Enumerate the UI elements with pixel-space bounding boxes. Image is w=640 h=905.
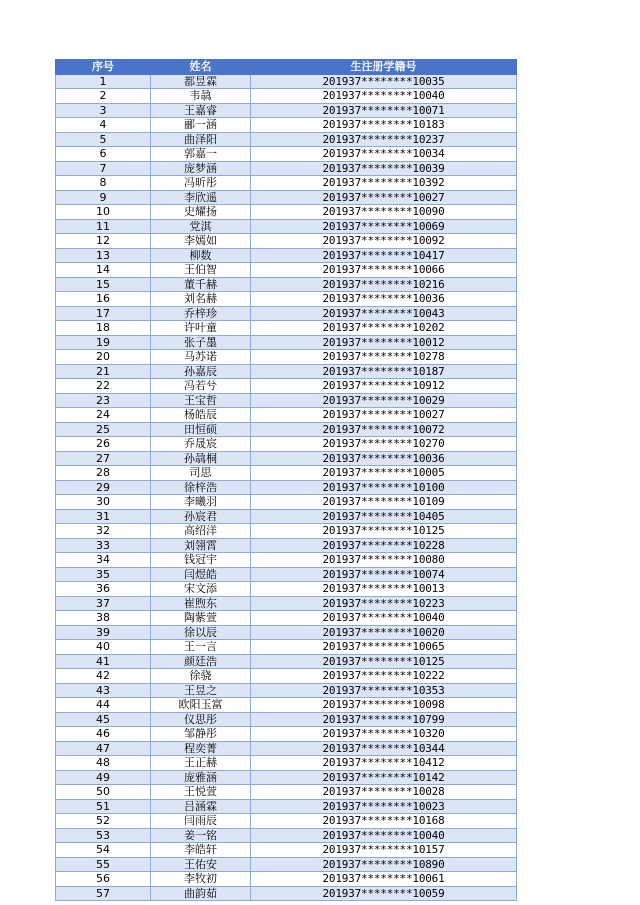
- table-row: [56, 219, 517, 234]
- table-row: [56, 147, 517, 162]
- row-index: 31: [56, 509, 151, 524]
- row-name: 王正赫: [151, 756, 251, 771]
- row-student-id: 201937********10027: [251, 190, 517, 205]
- row-index: 10: [56, 205, 151, 220]
- table-row: [56, 393, 517, 408]
- row-name: 颜廷浩: [151, 654, 251, 669]
- row-index: 17: [56, 306, 151, 321]
- row-student-id: 201937********10069: [251, 219, 517, 234]
- row-name: 闫雨辰: [151, 814, 251, 829]
- table-row: [56, 408, 517, 423]
- row-student-id: 201937********10187: [251, 364, 517, 379]
- table-row: [56, 814, 517, 829]
- row-name: 孙宸君: [151, 509, 251, 524]
- table-row: [56, 364, 517, 379]
- table-row: [56, 553, 517, 568]
- row-index: 39: [56, 625, 151, 640]
- header-index: 序号: [56, 60, 151, 75]
- row-name: 刘名赫: [151, 292, 251, 307]
- row-name: 刘翎霄: [151, 538, 251, 553]
- table-row: [56, 161, 517, 176]
- row-name: 许叶童: [151, 321, 251, 336]
- table-row: [56, 292, 517, 307]
- row-name: 郦一涵: [151, 118, 251, 133]
- table-row: [56, 698, 517, 713]
- row-student-id: 201937********10071: [251, 103, 517, 118]
- row-student-id: 201937********10065: [251, 640, 517, 655]
- row-index: 13: [56, 248, 151, 263]
- row-student-id: 201937********10223: [251, 596, 517, 611]
- row-index: 4: [56, 118, 151, 133]
- row-student-id: 201937********10912: [251, 379, 517, 394]
- table-row: [56, 132, 517, 147]
- row-name: 欧阳玉富: [151, 698, 251, 713]
- table-row: [56, 611, 517, 626]
- table-row: [56, 567, 517, 582]
- row-index: 15: [56, 277, 151, 292]
- table-row: [56, 263, 517, 278]
- row-index: 41: [56, 654, 151, 669]
- row-index: 57: [56, 886, 151, 901]
- row-name: 吕涵霖: [151, 799, 251, 814]
- table-row: [56, 625, 517, 640]
- row-name: 王悦萱: [151, 785, 251, 800]
- student-table: [55, 59, 517, 901]
- table-row: [56, 596, 517, 611]
- row-name: 仪思彤: [151, 712, 251, 727]
- row-student-id: 201937********10890: [251, 857, 517, 872]
- row-name: 柳数: [151, 248, 251, 263]
- row-student-id: 201937********10043: [251, 306, 517, 321]
- table-row: [56, 582, 517, 597]
- row-student-id: 201937********10005: [251, 466, 517, 481]
- row-index: 45: [56, 712, 151, 727]
- table-row: [56, 466, 517, 481]
- row-student-id: 201937********10353: [251, 683, 517, 698]
- table-row: [56, 451, 517, 466]
- row-index: 26: [56, 437, 151, 452]
- row-student-id: 201937********10183: [251, 118, 517, 133]
- row-student-id: 201937********10066: [251, 263, 517, 278]
- row-index: 56: [56, 872, 151, 887]
- row-student-id: 201937********10080: [251, 553, 517, 568]
- row-name: 李嫣如: [151, 234, 251, 249]
- table-row: [56, 640, 517, 655]
- row-index: 47: [56, 741, 151, 756]
- row-index: 11: [56, 219, 151, 234]
- row-name: 乔梓珍: [151, 306, 251, 321]
- row-name: 庞雅涵: [151, 770, 251, 785]
- row-student-id: 201937********10142: [251, 770, 517, 785]
- row-name: 郭嘉一: [151, 147, 251, 162]
- row-index: 7: [56, 161, 151, 176]
- row-index: 43: [56, 683, 151, 698]
- row-student-id: 201937********10109: [251, 495, 517, 510]
- table-row: [56, 741, 517, 756]
- row-name: 王一言: [151, 640, 251, 655]
- row-student-id: 201937********10090: [251, 205, 517, 220]
- table-row: [56, 190, 517, 205]
- row-student-id: 201937********10036: [251, 292, 517, 307]
- row-index: 35: [56, 567, 151, 582]
- row-name: 王嘉睿: [151, 103, 251, 118]
- table-row: [56, 654, 517, 669]
- table-row: [56, 770, 517, 785]
- header-name: 姓名: [151, 60, 251, 75]
- row-student-id: 201937********10036: [251, 451, 517, 466]
- table-row: [56, 727, 517, 742]
- row-index: 25: [56, 422, 151, 437]
- row-student-id: 201937********10023: [251, 799, 517, 814]
- row-index: 50: [56, 785, 151, 800]
- row-name: 李欣遥: [151, 190, 251, 205]
- row-name: 党淇: [151, 219, 251, 234]
- row-name: 徐梓浩: [151, 480, 251, 495]
- row-name: 钱冠宇: [151, 553, 251, 568]
- table-row: [56, 538, 517, 553]
- row-index: 55: [56, 857, 151, 872]
- table-row: [56, 669, 517, 684]
- row-index: 40: [56, 640, 151, 655]
- row-index: 18: [56, 321, 151, 336]
- table-row: [56, 74, 517, 89]
- row-student-id: 201937********10072: [251, 422, 517, 437]
- table-row: [56, 799, 517, 814]
- row-name: 姜一铭: [151, 828, 251, 843]
- row-name: 杨皓辰: [151, 408, 251, 423]
- row-index: 5: [56, 132, 151, 147]
- row-student-id: 201937********10157: [251, 843, 517, 858]
- row-student-id: 201937********10029: [251, 393, 517, 408]
- row-index: 8: [56, 176, 151, 191]
- row-student-id: 201937********10040: [251, 89, 517, 104]
- row-index: 54: [56, 843, 151, 858]
- table-row: [56, 350, 517, 365]
- row-name: 冯若兮: [151, 379, 251, 394]
- table-row: [56, 683, 517, 698]
- row-student-id: 201937********10168: [251, 814, 517, 829]
- row-index: 3: [56, 103, 151, 118]
- row-student-id: 201937********10012: [251, 335, 517, 350]
- row-index: 28: [56, 466, 151, 481]
- row-student-id: 201937********10278: [251, 350, 517, 365]
- row-student-id: 201937********10074: [251, 567, 517, 582]
- row-index: 24: [56, 408, 151, 423]
- header-row: [56, 60, 517, 75]
- row-name: 王宝哲: [151, 393, 251, 408]
- row-index: 37: [56, 596, 151, 611]
- table-row: [56, 843, 517, 858]
- table-row: [56, 480, 517, 495]
- row-student-id: 201937********10100: [251, 480, 517, 495]
- header-student-id: 生注册学籍号: [251, 60, 517, 75]
- row-name: 韦骉: [151, 89, 251, 104]
- row-index: 46: [56, 727, 151, 742]
- table-row: [56, 176, 517, 191]
- row-name: 王佑安: [151, 857, 251, 872]
- row-student-id: 201937********10027: [251, 408, 517, 423]
- row-name: 张子墨: [151, 335, 251, 350]
- row-student-id: 201937********10125: [251, 654, 517, 669]
- row-name: 司思: [151, 466, 251, 481]
- row-name: 王伯智: [151, 263, 251, 278]
- row-index: 52: [56, 814, 151, 829]
- table-row: [56, 379, 517, 394]
- row-name: 孙嘉辰: [151, 364, 251, 379]
- row-name: 孙骉桐: [151, 451, 251, 466]
- table-row: [56, 524, 517, 539]
- row-student-id: 201937********10059: [251, 886, 517, 901]
- table-row: [56, 277, 517, 292]
- row-index: 22: [56, 379, 151, 394]
- row-index: 23: [56, 393, 151, 408]
- row-index: 42: [56, 669, 151, 684]
- row-student-id: 201937********10061: [251, 872, 517, 887]
- row-student-id: 201937********10417: [251, 248, 517, 263]
- row-name: 庞梦涵: [151, 161, 251, 176]
- row-name: 高绍洋: [151, 524, 251, 539]
- row-student-id: 201937********10040: [251, 611, 517, 626]
- table-row: [56, 886, 517, 901]
- row-name: 徐骁: [151, 669, 251, 684]
- table-row: [56, 437, 517, 452]
- row-name: 李牧初: [151, 872, 251, 887]
- row-student-id: 201937********10202: [251, 321, 517, 336]
- row-index: 48: [56, 756, 151, 771]
- row-student-id: 201937********10028: [251, 785, 517, 800]
- row-index: 30: [56, 495, 151, 510]
- row-name: 田恒硕: [151, 422, 251, 437]
- row-name: 董千赫: [151, 277, 251, 292]
- row-student-id: 201937********10412: [251, 756, 517, 771]
- table-row: [56, 785, 517, 800]
- row-name: 马苏诺: [151, 350, 251, 365]
- row-student-id: 201937********10344: [251, 741, 517, 756]
- row-index: 21: [56, 364, 151, 379]
- row-name: 王昱之: [151, 683, 251, 698]
- row-name: 都昱霖: [151, 74, 251, 89]
- row-index: 16: [56, 292, 151, 307]
- row-student-id: 201937********10222: [251, 669, 517, 684]
- row-student-id: 201937********10040: [251, 828, 517, 843]
- table-row: [56, 321, 517, 336]
- row-student-id: 201937********10039: [251, 161, 517, 176]
- table-row: [56, 103, 517, 118]
- row-index: 27: [56, 451, 151, 466]
- row-index: 33: [56, 538, 151, 553]
- row-index: 36: [56, 582, 151, 597]
- row-student-id: 201937********10034: [251, 147, 517, 162]
- row-index: 9: [56, 190, 151, 205]
- row-name: 冯昕彤: [151, 176, 251, 191]
- table-row: [56, 495, 517, 510]
- row-name: 曲泽阳: [151, 132, 251, 147]
- row-name: 徐以辰: [151, 625, 251, 640]
- row-student-id: 201937********10020: [251, 625, 517, 640]
- row-index: 19: [56, 335, 151, 350]
- table-row: [56, 828, 517, 843]
- row-index: 49: [56, 770, 151, 785]
- table-row: [56, 248, 517, 263]
- row-index: 20: [56, 350, 151, 365]
- table-row: [56, 712, 517, 727]
- row-name: 李曦羽: [151, 495, 251, 510]
- table-row: [56, 509, 517, 524]
- row-index: 14: [56, 263, 151, 278]
- table-row: [56, 756, 517, 771]
- table-body: [56, 74, 517, 901]
- table-row: [56, 306, 517, 321]
- row-student-id: 201937********10013: [251, 582, 517, 597]
- row-name: 李皓轩: [151, 843, 251, 858]
- row-student-id: 201937********10392: [251, 176, 517, 191]
- row-index: 51: [56, 799, 151, 814]
- table-row: [56, 118, 517, 133]
- row-index: 34: [56, 553, 151, 568]
- row-name: 程奕菁: [151, 741, 251, 756]
- row-index: 1: [56, 74, 151, 89]
- row-student-id: 201937********10035: [251, 74, 517, 89]
- table-row: [56, 205, 517, 220]
- row-student-id: 201937********10098: [251, 698, 517, 713]
- row-student-id: 201937********10228: [251, 538, 517, 553]
- row-name: 邹静彤: [151, 727, 251, 742]
- row-index: 38: [56, 611, 151, 626]
- row-index: 29: [56, 480, 151, 495]
- table-row: [56, 234, 517, 249]
- row-name: 闫煜皓: [151, 567, 251, 582]
- row-name: 陶紫萱: [151, 611, 251, 626]
- table-row: [56, 422, 517, 437]
- row-student-id: 201937********10405: [251, 509, 517, 524]
- table-row: [56, 89, 517, 104]
- row-student-id: 201937********10216: [251, 277, 517, 292]
- row-index: 12: [56, 234, 151, 249]
- row-name: 曲韵茹: [151, 886, 251, 901]
- row-index: 6: [56, 147, 151, 162]
- table-row: [56, 857, 517, 872]
- row-name: 乔晟宸: [151, 437, 251, 452]
- row-name: 崔煦东: [151, 596, 251, 611]
- row-index: 53: [56, 828, 151, 843]
- row-student-id: 201937********10799: [251, 712, 517, 727]
- row-student-id: 201937********10125: [251, 524, 517, 539]
- row-student-id: 201937********10092: [251, 234, 517, 249]
- row-student-id: 201937********10320: [251, 727, 517, 742]
- table-row: [56, 872, 517, 887]
- table-row: [56, 335, 517, 350]
- row-index: 2: [56, 89, 151, 104]
- row-name: 史耀扬: [151, 205, 251, 220]
- row-name: 宋文添: [151, 582, 251, 597]
- row-student-id: 201937********10237: [251, 132, 517, 147]
- row-index: 44: [56, 698, 151, 713]
- row-index: 32: [56, 524, 151, 539]
- row-student-id: 201937********10270: [251, 437, 517, 452]
